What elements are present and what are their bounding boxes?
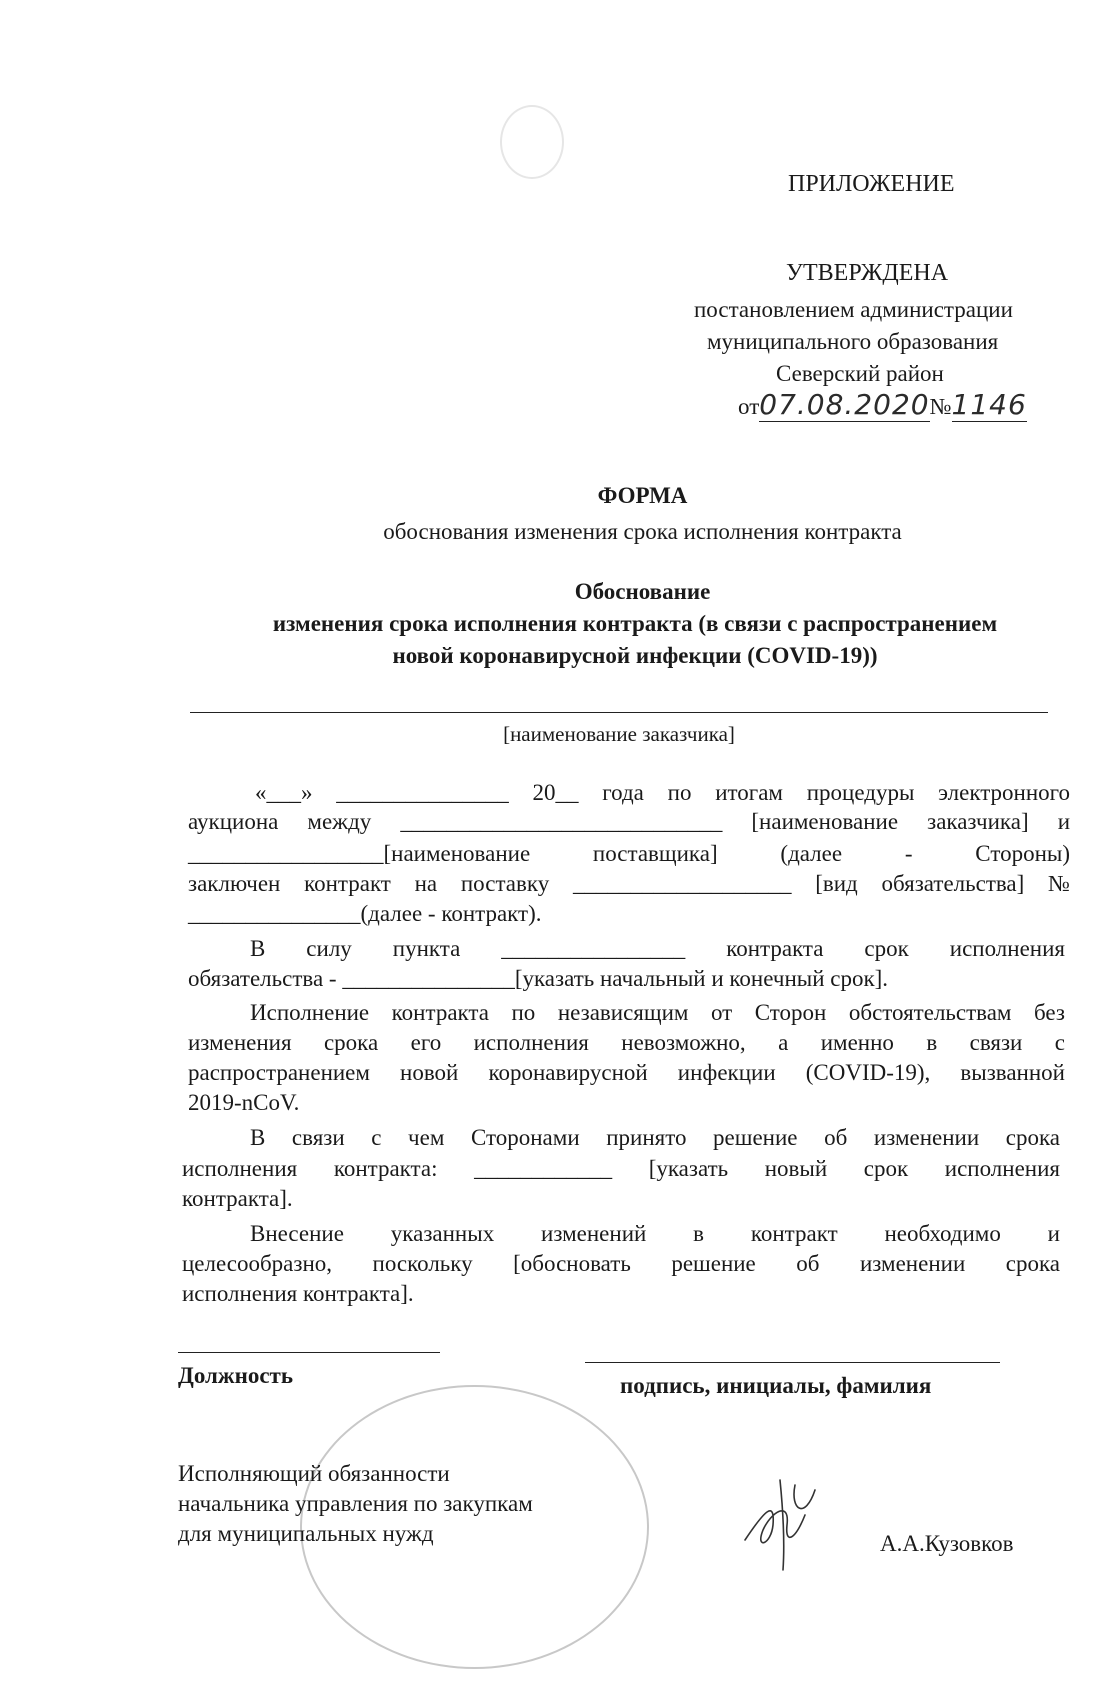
signature-line — [585, 1362, 1000, 1363]
p1-line-4: заключен контракт на поставку ___________________ [вид обязательства] № — [188, 871, 1070, 896]
p5-line-3: исполнения контракта]. — [182, 1281, 414, 1306]
approval-line-3: Северский район — [776, 361, 944, 386]
signature-caption: подпись, инициалы, фамилия — [620, 1373, 932, 1398]
footer-role-1: Исполняющий обязанности — [178, 1461, 450, 1486]
heading-line-3: новой коронавирусной инфекции (COVID-19)) — [392, 643, 878, 668]
footer-role-2: начальника управления по закупкам — [178, 1491, 533, 1516]
decree-date: 07.08.2020 — [759, 388, 930, 421]
p1-line-3: _________________[наименование поставщика] (далее - Стороны) — [188, 841, 1070, 866]
p1-line-5: _______________(далее - контракт). — [188, 901, 542, 926]
p5-line-1: Внесение указанных изменений в контракт необходимо и — [250, 1221, 1060, 1246]
customer-line — [190, 712, 1048, 713]
approval-line-1: постановлением администрации — [694, 297, 1013, 322]
decree-number: 1146 — [951, 388, 1027, 421]
decree-ref — [738, 388, 1027, 423]
p4-line-1: В связи с чем Сторонами принято решение об изменении срока — [250, 1125, 1060, 1150]
p3-line-4: 2019-nCoV. — [188, 1090, 300, 1115]
approval-line-2: муниципального образования — [707, 329, 999, 354]
form-subtitle: обоснования изменения срока исполнения контракта — [383, 519, 902, 544]
annex-label: ПРИЛОЖЕНИЕ — [788, 171, 955, 197]
emblem-icon — [500, 105, 564, 179]
decree-no: № — [929, 394, 952, 419]
footer-role-3: для муниципальных нужд — [178, 1521, 434, 1546]
position-caption: Должность — [178, 1363, 294, 1388]
p5-line-2: целесообразно, поскольку [обосновать решение об изменении срока — [182, 1251, 1060, 1276]
p3-line-2: изменения срока его исполнения невозможно, а именно в связи с — [188, 1030, 1065, 1055]
p1-line-1: «___» _______________ 20__ года по итогам процедуры электронного — [255, 780, 1070, 805]
heading-line-2: изменения срока исполнения контракта (в связи с распространением — [272, 611, 998, 636]
position-line — [178, 1352, 440, 1353]
p3-line-3: распространением новой коронавирусной инфекции (COVID-19), вызванной — [188, 1060, 1065, 1085]
p4-line-2: исполнения контракта: ____________ [указать новый срок исполнения — [182, 1156, 1060, 1181]
form-title: ФОРМА — [597, 483, 688, 508]
decree-ot: от — [738, 394, 760, 419]
p2-line-2: обязательства - _______________[указать начальный и конечный срок]. — [188, 966, 889, 991]
approved-label: УТВЕРЖДЕНА — [786, 260, 949, 286]
p4-line-3: контракта]. — [182, 1186, 293, 1211]
handwritten-signature-icon — [735, 1470, 825, 1580]
heading-line-1: Обоснование — [574, 579, 711, 604]
customer-caption: [наименование заказчика] — [503, 722, 735, 746]
p3-line-1: Исполнение контракта по независящим от Сторон обстоятельствам без — [250, 1000, 1065, 1025]
p1-line-2: аукциона между ____________________________ [наименование заказчика] и — [188, 809, 1070, 834]
p2-line-1: В силу пункта ________________ контракта срок исполнения — [250, 936, 1065, 961]
footer-name: А.А.Кузовков — [880, 1531, 1014, 1556]
